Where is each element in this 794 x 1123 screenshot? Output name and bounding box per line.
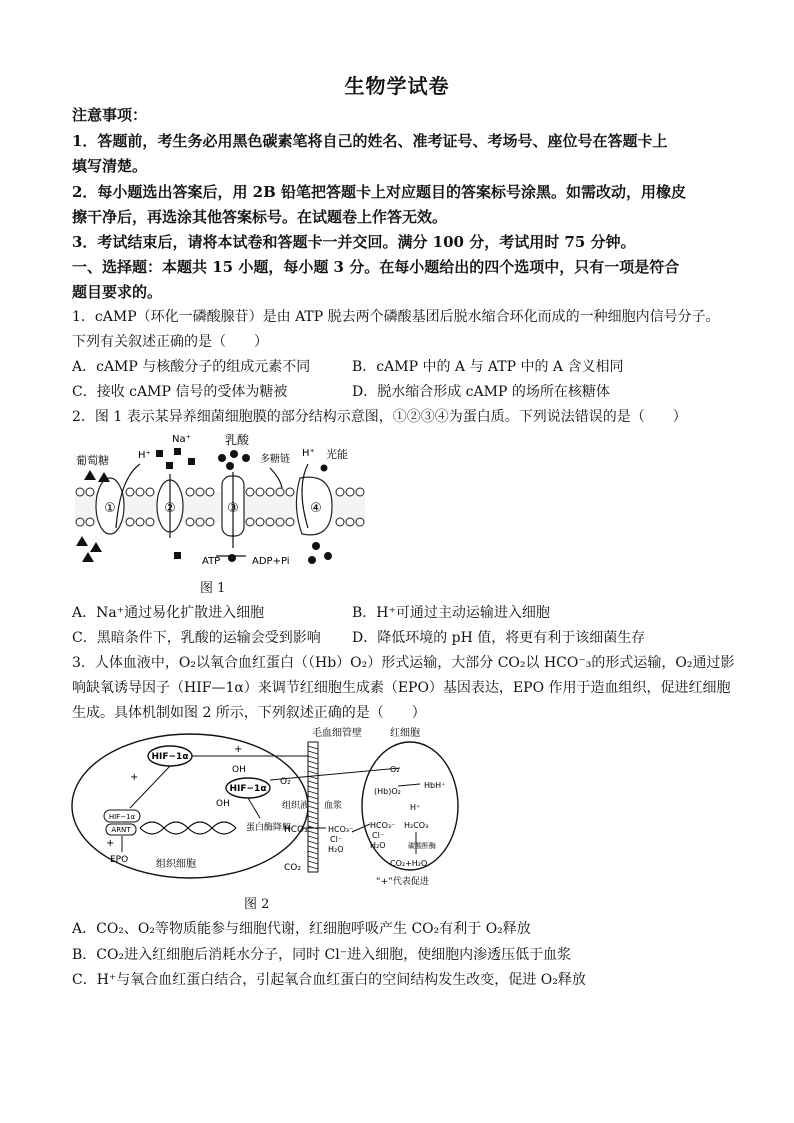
protein-2-label: ② [164, 501, 176, 516]
lipid-head [86, 518, 94, 526]
h2o-label-2: H₂O [370, 841, 386, 850]
cl-label-1: Cl⁻ [330, 835, 343, 844]
protease-label: 蛋白酶降解 [246, 823, 292, 833]
figure-1-caption: 图 1 [200, 581, 226, 596]
q1-option-a: A．cAMP 与核酸分子的组成元素不同 [72, 359, 311, 375]
lipid-head [126, 518, 134, 526]
lipid-head [356, 518, 364, 526]
adp-label: ADP+Pi [252, 556, 290, 567]
lipid-head [186, 518, 194, 526]
notice-heading: 注意事项： [72, 106, 148, 124]
polysaccharide-label: 多糖链 [260, 454, 290, 465]
protein-3-label: ③ [227, 501, 239, 516]
o2-label-a: O₂ [280, 777, 291, 787]
lipid-head [186, 488, 194, 496]
h-label-1: H⁺ [138, 450, 151, 461]
legend-label: “+”代表促进 [376, 877, 429, 887]
q2-option-b: B．H⁺可通过主动运输进入细胞 [352, 605, 550, 621]
dna-helix [140, 822, 236, 834]
notice-item: 2．每小题选出答案后，用 2B 铅笔把答题卡上对应题目的答案标号涂黑。如需改动，用橡皮 [72, 183, 687, 201]
lipid-head [196, 488, 204, 496]
lipid-head [206, 488, 214, 496]
notice-item: 1．答题前，考生务必用黑色碳素笔将自己的姓名、准考证号、考场号、座位号在答题卡上 [72, 132, 668, 150]
epo-label: EPO [110, 855, 129, 865]
lipid-head [286, 518, 294, 526]
atp-label: ATP [202, 556, 221, 567]
q3-stem: 生成。具体机制如图 2 所示，下列叙述正确的是（ ） [72, 705, 426, 721]
hco3-label-a: HCO₃⁻ [284, 825, 313, 835]
q3-stem: 3．人体血液中，O₂以氧合血红蛋白（（Hb）O₂）形式运输，大部分 CO₂以 HCO⁻₃的形式运输，O₂通过影 [72, 655, 735, 671]
lipid-head [146, 518, 154, 526]
lipid-head [206, 518, 214, 526]
q2-option-a: A．Na⁺通过易化扩散进入细胞 [72, 605, 265, 621]
h2co3-label: H₂CO₃ [404, 821, 429, 830]
lipid-head [86, 488, 94, 496]
figure-2-hif-mechanism [70, 724, 470, 889]
lipid-head [346, 488, 354, 496]
q1-stem: 1．cAMP（环化一磷酸腺苷）是由 ATP 脱去两个磷酸基团后脱水缩合环化而成的一种细胞内信号分子。 [72, 309, 720, 325]
plus-2: + [130, 772, 139, 783]
lipid-head [336, 488, 344, 496]
hbh-label: HbH⁺ [424, 781, 446, 790]
q1-option-c: C．接收 cAMP 信号的受体为糖被 [72, 384, 288, 400]
h-label-2: H⁺ [302, 448, 315, 459]
co2-label: CO₂ [284, 863, 301, 873]
q3-stem: 响缺氧诱导因子（HIF—1α）来调节红细胞生成素（EPO）基因表达，EPO 作用于造血组织，促进红细胞 [72, 680, 731, 696]
carbonic-anhydrase-label: 碳酸酐酶 [408, 842, 436, 850]
q2-option-d: D．降低环境的 pH 值，将更有利于该细菌生存 [352, 630, 646, 646]
lipid-head [276, 488, 284, 496]
hbo2-label: (Hb)O₂ [374, 787, 401, 796]
lipid-head [146, 488, 154, 496]
plus-3: + [106, 838, 115, 849]
hif-label-1: HIF−1α [151, 752, 189, 762]
capillary-label: 毛血细管壁 [312, 728, 362, 739]
h2o-label-1: H₂O [328, 845, 344, 854]
tissue-cell-label: 组织细胞 [156, 859, 196, 870]
section-heading: 题目要求的。 [72, 283, 163, 301]
q3-option-a: A．CO₂、O₂等物质能参与细胞代谢，红细胞呼吸产生 CO₂有利于 O₂释放 [72, 921, 531, 937]
q2-option-c: C．黑暗条件下，乳酸的运输会受到影响 [72, 630, 321, 646]
lipid-head [246, 488, 254, 496]
rbc-label: 红细胞 [390, 728, 420, 739]
figure-1-membrane [70, 428, 370, 573]
lipid-head [286, 488, 294, 496]
q3-option-b: B．CO₂进入红细胞后消耗水分子，同时 Cl⁻进入细胞，使细胞内渗透压低于血浆 [72, 947, 572, 963]
section-heading: 一、选择题：本题共 15 小题，每小题 3 分。在每小题给出的四个选项中，只有一项是符合 [72, 258, 680, 276]
notice-item: 填写清楚。 [72, 157, 148, 175]
page-title: 生物学试卷 [344, 74, 450, 98]
lipid-head [76, 488, 84, 496]
lipid-head [346, 518, 354, 526]
q1-stem: 下列有关叙述正确的是（ ） [72, 334, 268, 350]
lipid-head [356, 488, 364, 496]
h-plus-label: H⁺ [410, 803, 421, 812]
lipid-head [266, 488, 274, 496]
lipid-head [246, 518, 254, 526]
lactate-label: 乳酸 [225, 433, 250, 447]
lipid-head [136, 518, 144, 526]
protein-4-label: ④ [310, 501, 322, 516]
q3-option-c: C．H⁺与氧合血红蛋白结合，引起氧合血红蛋白的空间结构发生改变，促进 O₂释放 [72, 972, 586, 988]
q1-option-d: D．脱水缩合形成 cAMP 的场所在核糖体 [352, 384, 610, 400]
lipid-head [76, 518, 84, 526]
hif-small-label: HIF−1α [108, 813, 136, 821]
lipid-head [196, 518, 204, 526]
oh-label-1: OH [232, 765, 246, 775]
hco3-label-c: HCO₃⁻ [370, 821, 396, 830]
lipid-head [336, 518, 344, 526]
plus-1: + [234, 744, 243, 755]
cl-label-2: Cl⁻ [372, 831, 385, 840]
hco3-label-b: HCO₃⁻ [328, 825, 354, 834]
o2-label-b: O₂ [390, 765, 400, 774]
lipid-head [266, 518, 274, 526]
notice-item: 3．考试结束后，请将本试卷和答题卡一并交回。满分 100 分，考试用时 75 分钟。 [72, 233, 636, 251]
oh-label-2: OH [216, 799, 230, 809]
arnt-label: ARNT [111, 826, 131, 834]
protein-1-label: ① [104, 501, 116, 516]
lipid-head [276, 518, 284, 526]
q1-option-b: B．cAMP 中的 A 与 ATP 中的 A 含义相同 [352, 359, 624, 375]
co2-h2o-label: CO₂+H₂O [390, 859, 428, 868]
lipid-head [256, 488, 264, 496]
notice-item: 擦干净后，再选涂其他答案标号。在试题卷上作答无效。 [72, 208, 448, 226]
lipid-head [126, 488, 134, 496]
lipid-head [256, 518, 264, 526]
figure-2-caption: 图 2 [244, 897, 270, 912]
na-label: Na⁺ [172, 434, 191, 445]
lipid-head [136, 488, 144, 496]
q2-stem: 2．图 1 表示某异养细菌细胞膜的部分结构示意图，①②③④为蛋白质。下列说法错误的是（ ） [72, 409, 687, 425]
tissue-fluid-label: 组织液 [282, 801, 310, 811]
light-label: 光能 [326, 448, 348, 461]
glucose-label: 葡萄糖 [76, 454, 109, 467]
hif-label-2: HIF−1α [229, 784, 267, 794]
plasma-label: 血浆 [324, 801, 343, 811]
